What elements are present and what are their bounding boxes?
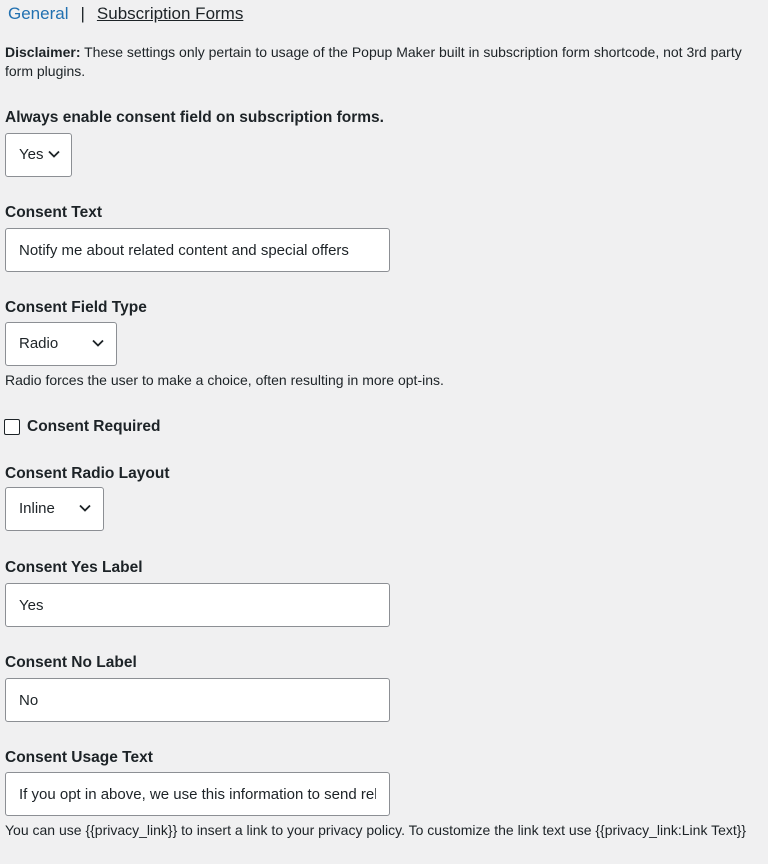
consent-text-input[interactable] — [5, 228, 390, 272]
tab-separator: | — [80, 4, 85, 23]
consent-yes-label-label: Consent Yes Label — [5, 559, 143, 576]
always-enable-consent-value: Yes — [19, 146, 44, 163]
consent-radio-layout-label: Consent Radio Layout — [5, 465, 170, 482]
settings-tabs — [8, 4, 243, 24]
disclaimer-text — [5, 43, 763, 81]
consent-radio-layout-value: Inline — [19, 500, 55, 517]
chevron-down-icon — [79, 504, 91, 512]
consent-no-label-label: Consent No Label — [5, 654, 137, 671]
consent-field-type-select[interactable] — [5, 322, 117, 366]
consent-yes-label-input[interactable] — [5, 583, 390, 627]
always-enable-consent-label: Always enable consent field on subscription forms. — [5, 109, 384, 126]
disclaimer-body: These settings only pertain to usage of the Popup Maker built in subscription form shortcode, not 3rd party form plugins. — [5, 44, 742, 79]
consent-required-checkbox[interactable] — [4, 419, 20, 435]
consent-usage-text-label: Consent Usage Text — [5, 749, 153, 766]
consent-radio-layout-select[interactable] — [5, 487, 104, 531]
consent-no-label-input[interactable] — [5, 678, 390, 722]
consent-field-type-help: Radio forces the user to make a choice, often resulting in more opt-ins. — [5, 372, 444, 388]
consent-field-type-value: Radio — [19, 335, 59, 352]
chevron-down-icon — [92, 339, 104, 347]
tab-subscription-forms[interactable]: Subscription Forms — [96, 4, 244, 23]
consent-text-label: Consent Text — [5, 204, 103, 221]
always-enable-consent-select[interactable] — [5, 133, 72, 177]
consent-usage-text-help: You can use {{privacy_link}} to insert a link to your privacy policy. To customize the link text use {{privacy_link:Link Text}} — [5, 822, 747, 838]
consent-field-type-label: Consent Field Type — [5, 299, 147, 316]
consent-required-label[interactable]: Consent Required — [27, 418, 161, 435]
consent-required-row — [4, 418, 160, 436]
disclaimer-prefix: Disclaimer: — [5, 44, 81, 60]
chevron-down-icon — [48, 150, 60, 158]
consent-usage-text-input[interactable] — [5, 772, 390, 816]
tab-general[interactable]: General — [8, 4, 69, 23]
